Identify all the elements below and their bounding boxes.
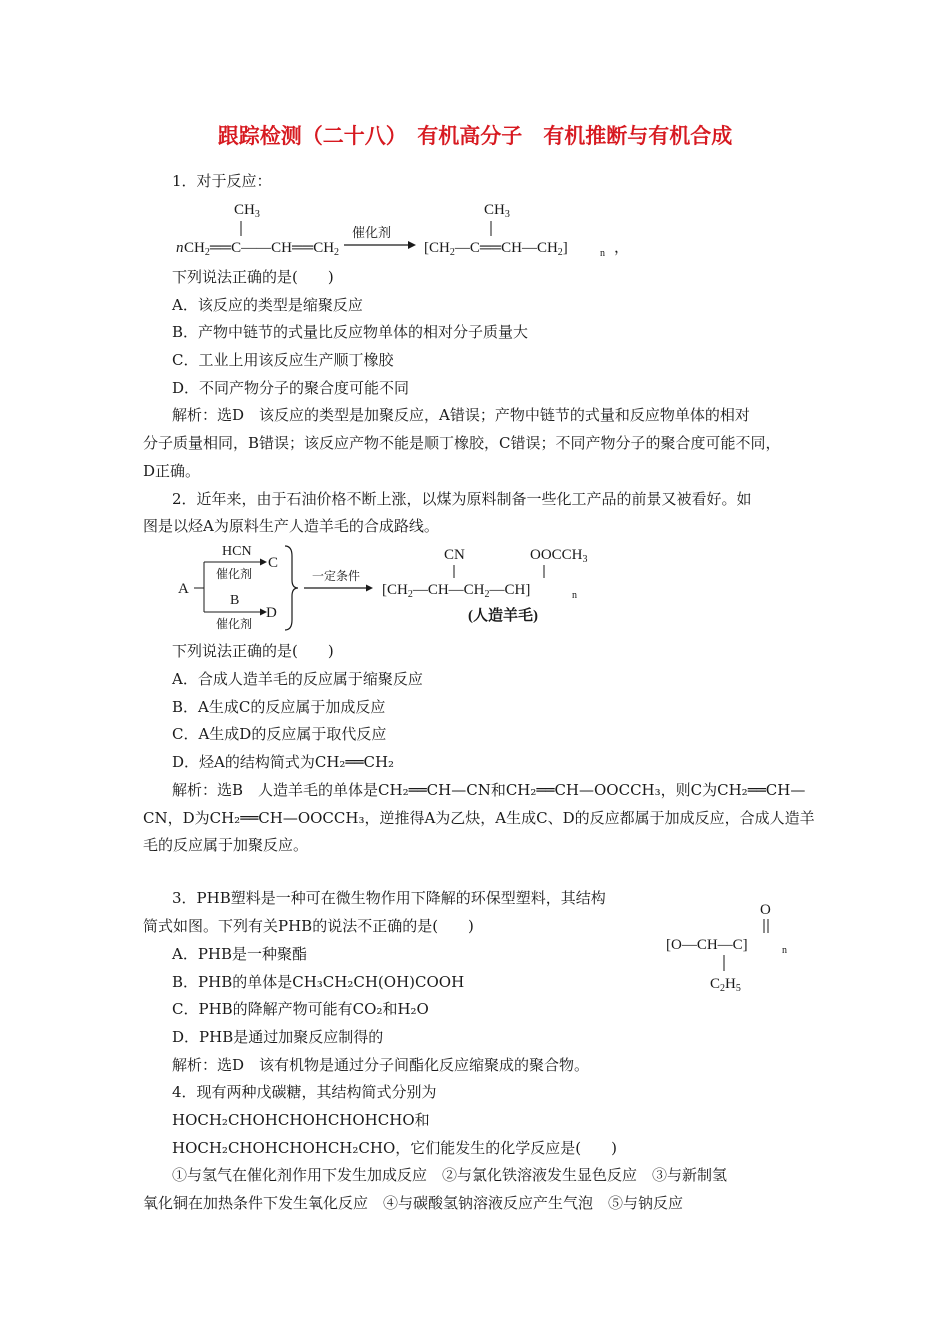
- q2-analysis-2: CN，D为CH₂══CH—OOCCH₃，逆推得A为乙炔，A生成C、D的反应都属于加成反应，合成人造羊: [143, 809, 815, 827]
- q2-stem-2: 图是以烃A为原料生产人造羊毛的合成路线。: [143, 517, 439, 535]
- q1-analysis-3: D正确。: [143, 462, 201, 480]
- q2-polymer: $[CH_2—CH—CH_2—CH]$: [382, 582, 531, 600]
- q2-option-b: B．A生成C的反应属于加成反应: [172, 698, 386, 716]
- q1-option-a: A．该反应的类型是缩聚反应: [172, 296, 363, 314]
- q4-sugar-2: HOCH₂CHOHCHOHCH₂CHO，它们能发生的化学反应是( ): [172, 1139, 617, 1157]
- q2-b: B: [230, 593, 240, 608]
- q2-polymer-name: (人造羊毛): [468, 608, 538, 624]
- q2-polymer-n: n: [572, 590, 577, 601]
- q3-carbonyl-o: O: [760, 902, 771, 918]
- q2-option-d: D．烃A的结构简式为CH₂══CH₂: [172, 753, 395, 771]
- q3-ethyl: $C_2H_5$: [710, 976, 741, 994]
- q3-main-chain: [O—CH—C]: [666, 937, 748, 953]
- q2-catalyst-2: 催化剂: [216, 617, 253, 631]
- q1-product-branch: $CH_3$: [484, 202, 510, 220]
- q2-a: A: [178, 581, 189, 597]
- q1-product: $[CH_2—C══CH—CH_2]$: [424, 240, 568, 258]
- q2-stem-1: 2．近年来，由于石油价格不断上涨，以煤为原料制备一些化工产品的前景又被看好。如: [172, 490, 752, 508]
- q2-option-a: A．合成人造羊毛的反应属于缩聚反应: [172, 670, 423, 688]
- q4-items-2: 氧化铜在加热条件下发生氧化反应 ④与碳酸氢钠溶液反应产生气泡 ⑤与钠反应: [143, 1194, 684, 1212]
- q1-reactant-branch: $CH_3$: [234, 202, 260, 220]
- q2-hcn: HCN: [222, 544, 252, 559]
- q3-phb-structure: [662, 895, 792, 995]
- q2-analysis-3: 毛的反应属于加聚反应。: [143, 836, 309, 854]
- q3-option-b: B．PHB的单体是CH₃CH₂CH(OH)COOH: [172, 973, 465, 991]
- q1-catalyst: 催化剂: [352, 225, 392, 240]
- q2-d: D: [266, 605, 277, 621]
- q1-question: 下列说法正确的是( ): [172, 268, 334, 286]
- page-title: 跟踪检测（二十八） 有机高分子 有机推断与有机合成: [217, 124, 733, 148]
- q1-comma: ，: [614, 240, 630, 256]
- q4-items-1: ①与氢气在催化剂作用下发生加成反应 ②与氯化铁溶液发生显色反应 ③与新制氢: [172, 1166, 728, 1184]
- q1-n: n: [176, 240, 184, 256]
- q1-option-b: B．产物中链节的式量比反应物单体的相对分子质量大: [172, 323, 529, 341]
- q3-analysis: 解析：选D 该有机物是通过分子间酯化反应缩聚成的聚合物。: [172, 1056, 590, 1074]
- q3-stem-2: 简式如图。下列有关PHB的说法不正确的是( ): [143, 917, 474, 935]
- q1-product-n: n: [600, 248, 605, 259]
- q2-question: 下列说法正确的是( ): [172, 642, 334, 660]
- q2-analysis-1: 解析：选B 人造羊毛的单体是CH₂══CH—CN和CH₂══CH—OOCCH₃，则C为CH₂══CH—: [172, 781, 806, 799]
- q1-option-d: D．不同产物分子的聚合度可能不同: [172, 379, 410, 397]
- q1-analysis-1: 解析：选D 该反应的类型是加聚反应，A错误；产物中链节的式量和反应物单体的相对: [172, 406, 750, 424]
- q3-n: n: [782, 945, 787, 956]
- q2-c: C: [268, 555, 279, 571]
- q3-option-d: D．PHB是通过加聚反应制得的: [172, 1028, 384, 1046]
- q1-option-c: C．工业上用该反应生产顺丁橡胶: [172, 351, 394, 369]
- q3-option-c: C．PHB的降解产物可能有CO₂和H₂O: [172, 1000, 429, 1018]
- q2-cn: CN: [444, 547, 465, 563]
- q4-sugar-1: HOCH₂CHOHCHOHCHOHCHO和: [172, 1111, 430, 1129]
- q2-condition: 一定条件: [312, 569, 361, 583]
- q2-ooc: $OOCCH_3$: [530, 547, 588, 565]
- q1-analysis-2: 分子质量相同，B错误；该反应产物不能是顺丁橡胶，C错误；不同产物分子的聚合度可能不同，: [143, 434, 781, 452]
- q1-reactant: $CH_2══C——CH══CH_2$: [184, 240, 340, 258]
- q2-catalyst-1: 催化剂: [216, 567, 253, 581]
- q2-option-c: C．A生成D的反应属于取代反应: [172, 725, 387, 743]
- q2-synthesis-route: [172, 540, 612, 630]
- q1-reaction-scheme: [168, 198, 648, 264]
- q3-stem-1: 3．PHB塑料是一种可在微生物作用下降解的环保型塑料，其结构: [172, 889, 606, 907]
- q4-stem: 4．现有两种戊碳糖，其结构简式分别为: [172, 1083, 437, 1101]
- q3-option-a: A．PHB是一种聚酯: [172, 945, 308, 963]
- q1-stem: 1．对于反应：: [172, 172, 272, 190]
